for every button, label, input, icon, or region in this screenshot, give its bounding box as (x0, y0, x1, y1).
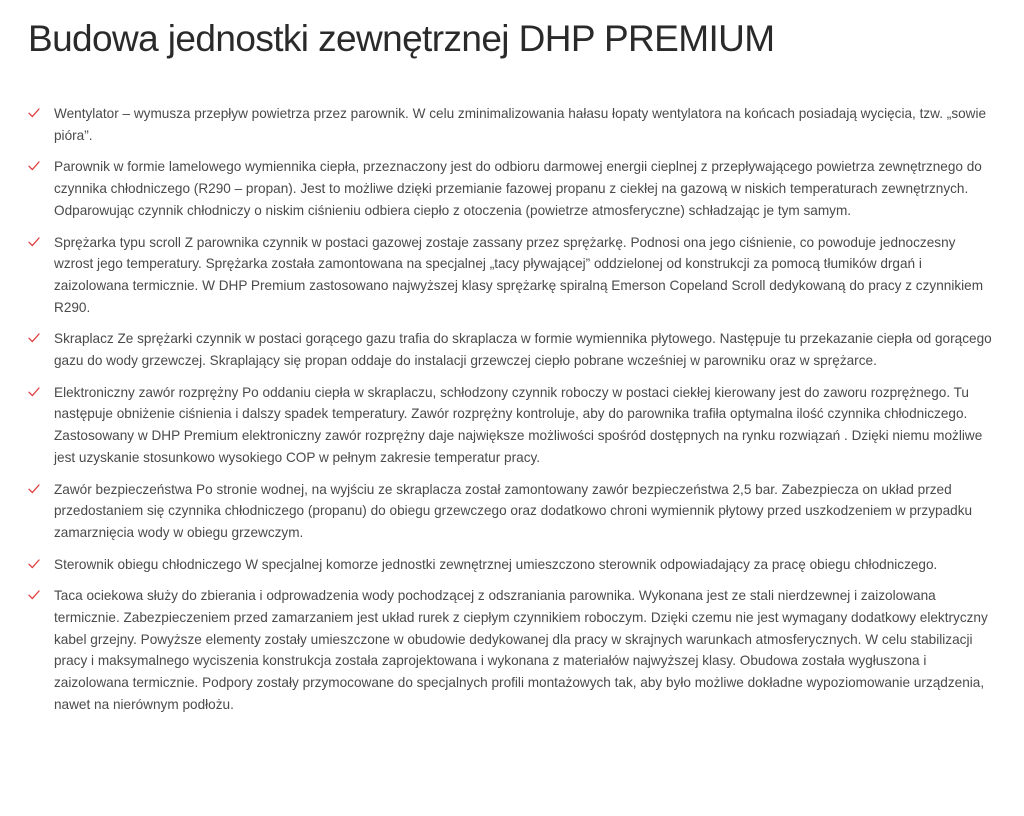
list-item (28, 328, 998, 371)
list-item-text: Taca ociekowa służy do zbierania i odprowadzenia wody pochodzącej z odszraniania parownika. Wykonana jest ze stali nierdzewnej i zaizolowana termicznie. Zabezpieczeniem przed zamarzaniem jest układ rurek z ciepłym czynnikiem roboczym. Dzięki czemu nie jest wymagany dodatkowy elektryczny kabel grzejny. Powyższe elementy zostały umieszczone w obudowie dedykowanej dla pracy w skrajnych warunkach atmosferycznych. W celu stabilizacji pracy i maksymalnego wyciszenia konstrukcja została zaprojektowana i wykonana z materiałów najwyższej klasy. Obudowa została wygłuszona i zaizolowana termicznie. Podpory zostały przymocowane do specjalnych profili montażowych tak, aby było możliwe dokładne wypoziomowanie urządzenia, nawet na nierównym podłożu. (54, 588, 988, 712)
check-icon (28, 387, 40, 397)
check-icon (28, 161, 40, 171)
check-icon (28, 484, 40, 494)
check-icon (28, 559, 40, 569)
list-item (28, 554, 998, 576)
list-item (28, 585, 998, 715)
list-item (28, 156, 998, 221)
list-item-text: Skraplacz Ze sprężarki czynnik w postaci gorącego gazu trafia do skraplacza w formie wymiennika płytowego. Następuje tu przekazanie ciepła od gorącego gazu do wody grzewczej. Skraplający się propan oddaje do instalacji grzewczej ciepło pobrane wcześniej w parowniku oraz w sprężarce. (54, 331, 992, 369)
list-item-text: Sterownik obiegu chłodniczego W specjalnej komorze jednostki zewnętrznej umieszczono sterownik odpowiadający za pracę obiegu chłodniczego. (54, 556, 938, 572)
list-item-text: Elektroniczny zawór rozprężny Po oddaniu ciepła w skraplaczu, schłodzony czynnik roboczy w postaci ciekłej kierowany jest do zaworu rozprężnego. Tu następuje obniżenie ciśnienia i dalszy spadek temperatury. Zawór rozprężny kontroluje, aby do parownika trafiła optymalna ilość czynnika chłodniczego. Zastosowany w DHP Premium elektroniczny zawór rozprężny daje największe możliwości spośród dostępnych na rynku rozwiązań . Dzięki niemu możliwe jest uzyskanie stosunkowo wysokiego COP w pełnym zakresie temperatur pracy. (54, 384, 983, 465)
check-icon (28, 590, 40, 600)
list-item (28, 103, 998, 146)
list-item-text: Parownik w formie lamelowego wymiennika ciepła, przeznaczony jest do odbioru darmowej energii cieplnej z przepływającego powietrza zewnętrznego do czynnika chłodniczego (R290 – propan). Jest to możliwe dzięki przemianie fazowej propanu z ciekłej na gazową w niskich temperaturach zewnętrznych. Odparowując czynnik chłodniczy o niskim ciśnieniu odbiera ciepło z otoczenia (powietrze atmosferyczne) schładzając je tym samym. (54, 159, 982, 218)
list-item (28, 479, 998, 544)
feature-list (28, 103, 998, 726)
page-title: Budowa jednostki zewnętrznej DHP PREMIUM (28, 18, 775, 59)
list-item-text: Zawór bezpieczeństwa Po stronie wodnej, na wyjściu ze skraplacza został zamontowany zawór bezpieczeństwa 2,5 bar. Zabezpiecza on układ przed przedostaniem się czynnika chłodniczego (propanu) do obiegu grzewczego oraz dodatkowo chroni wymiennik płytowy przed uszkodzeniem w przypadku zamarznięcia wody w obiegu grzewczym. (54, 481, 973, 540)
list-item (28, 232, 998, 319)
list-item-text: Sprężarka typu scroll Z parownika czynnik w postaci gazowej zostaje zassany przez sprężarkę. Podnosi ona jego ciśnienie, co powoduje jednoczesny wzrost jego temperatury. Sprężarka została zamontowana na specjalnej „tacy pływającej” oddzielonej od konstrukcji za pomocą tłumików drgań i zaizolowana termicznie. W DHP Premium zastosowano najwyższej klasy sprężarkę spiralną Emerson Copeland Scroll dedykowaną do pracy z czynnikiem R290. (54, 234, 984, 315)
list-item-text: Wentylator – wymusza przepływ powietrza przez parownik. W celu zminimalizowania hałasu łopaty wentylatora na końcach posiadają wycięcia, tzw. „sowie pióra”. (54, 106, 987, 143)
check-icon (28, 333, 40, 343)
list-item (28, 382, 998, 469)
check-icon (28, 237, 40, 247)
check-icon (28, 108, 40, 118)
